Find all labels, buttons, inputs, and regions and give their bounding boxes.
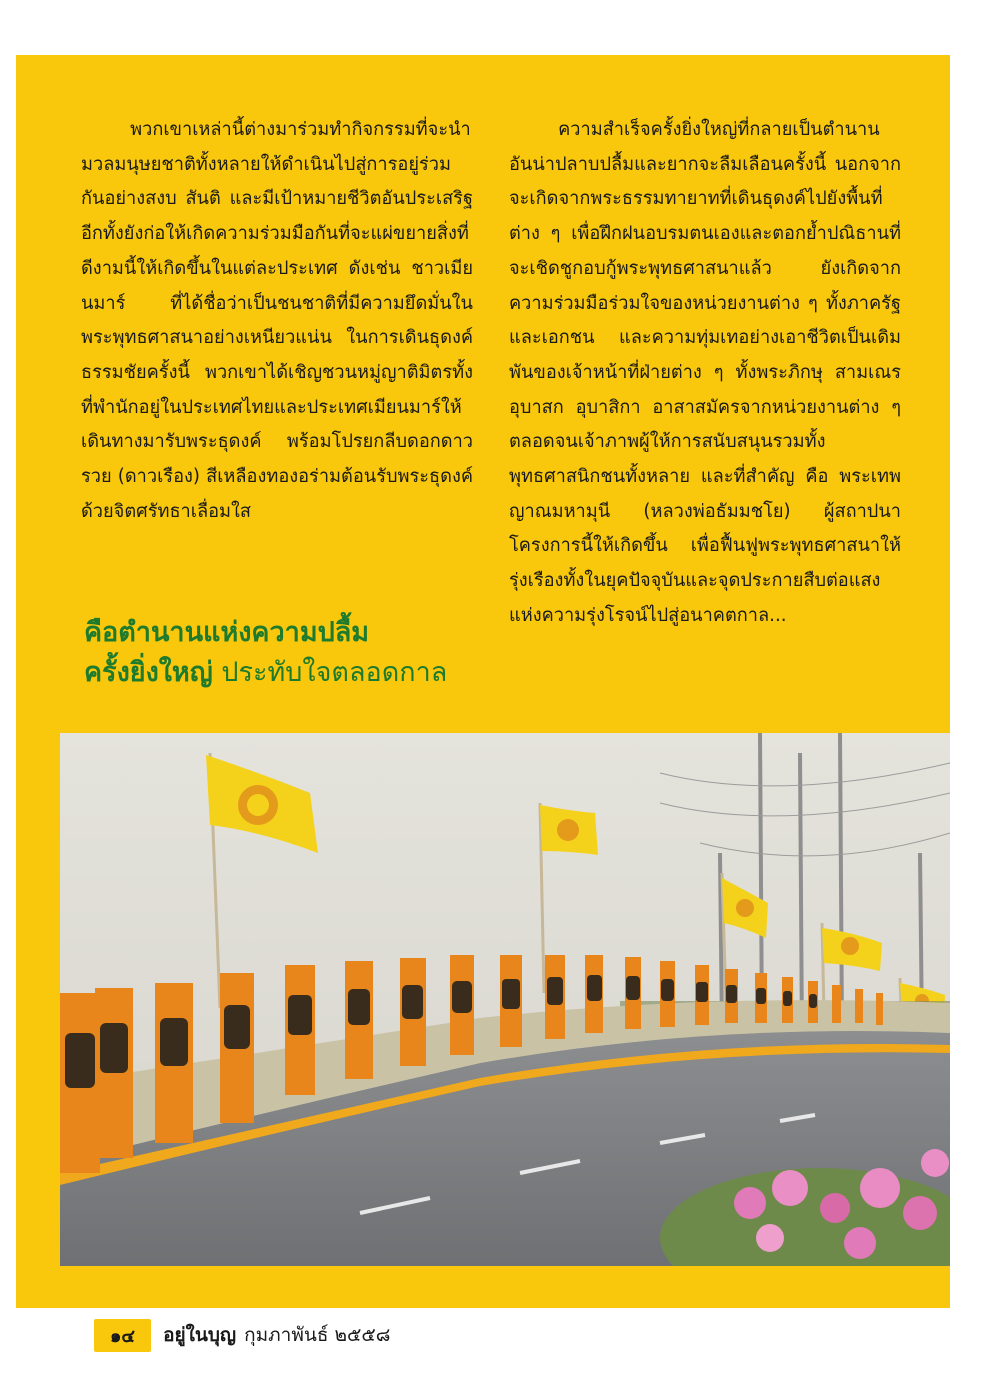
page-footer <box>94 1320 390 1350</box>
procession-illustration <box>60 733 950 1266</box>
pull-quote-headline <box>84 613 504 693</box>
issue-date: กุมภาพันธ์ ๒๕๕๘ <box>244 1324 391 1346</box>
headline-line-2 <box>84 653 504 693</box>
headline-line-1: คือตำนานแห่งความปลื้ม <box>84 617 370 648</box>
page-number: ๑๔ <box>94 1319 151 1352</box>
monks-procession-photo <box>60 733 950 1266</box>
magazine-title: อยู่ในบุญ <box>163 1324 237 1346</box>
headline-line-2-light: ประทับใจตลอดกาล <box>212 657 448 688</box>
left-paragraph: พวกเขาเหล่านี้ต่างมาร่วมทำกิจกรรมที่จะนำมวลมนุษยชาติทั้งหลายให้ดำเนินไปสู่การอยู่ร่วมกันอย่างสงบ สันติ และมีเป้าหมายชีวิตอันประเสริฐ อีกทั้งยังก่อให้เกิดความร่วมมือกันที่จะแผ่ขยายสิ่งที่ดีงามนี้ให้เกิดขึ้นในแต่ละประเทศ ดังเช่น ชาวเมียนมาร์ ที่ได้ชื่อว่าเป็นชนชาติที่มีความยึดมั่นในพระพุทธศาสนาอย่างเหนียวแน่น ในการเดินธุดงค์ธรรมชัยครั้งนี้ พวกเขาได้เชิญชวนหมู่ญาติมิตรทั้งที่พำนักอยู่ในประเทศไทยและประเทศเมียนมาร์ให้เดินทางมารับพระธุดงค์ พร้อมโปรยกลีบดอกดาวรวย (ดาวเรือง) สีเหลืองทองอร่ามต้อนรับพระธุดงค์ด้วยจิตศรัทธาเลื่อมใส <box>81 119 473 522</box>
article-column-left <box>81 113 473 529</box>
article-column-right <box>509 113 901 634</box>
right-paragraph: ความสำเร็จครั้งยิ่งใหญ่ที่กลายเป็นตำนานอันน่าปลาบปลื้มและยากจะลืมเลือนครั้งนี้ นอกจากจะเกิดจากพระธรรมทายาทที่เดินธุดงค์ไปยังพื้นที่ต่าง ๆ เพื่อฝึกฝนอบรมตนเองและตอกย้ำปณิธานที่จะเชิดชูกอบกู้พระพุทธศาสนาแล้ว ยังเกิดจากความร่วมมือร่วมใจของหน่วยงานต่าง ๆ ทั้งภาครัฐและเอกชน และความทุ่มเทอย่างเอาชีวิตเป็นเดิมพันของเจ้าหน้าที่ฝ่ายต่าง ๆ ทั้งพระภิกษุ สามเณร อุบาสก อุบาสิกา อาสาสมัครจากหน่วยงานต่าง ๆ ตลอดจนเจ้าภาพผู้ให้การสนับสนุนรวมทั้งพุทธศาสนิกชนทั้งหลาย และที่สำคัญ คือ พระเทพญาณมหามุนี (หลวงพ่อธัมมชโย) ผู้สถาปนาโครงการนี้ให้เกิดขึ้น เพื่อฟื้นฟูพระพุทธศาสนาให้รุ่งเรืองทั้งในยุคปัจจุบันและจุดประกายสืบต่อแสงแห่งความรุ่งโรจน์ไปสู่อนาคตกาล... <box>509 119 901 626</box>
headline-line-2-bold: ครั้งยิ่งใหญ่ <box>84 657 213 688</box>
